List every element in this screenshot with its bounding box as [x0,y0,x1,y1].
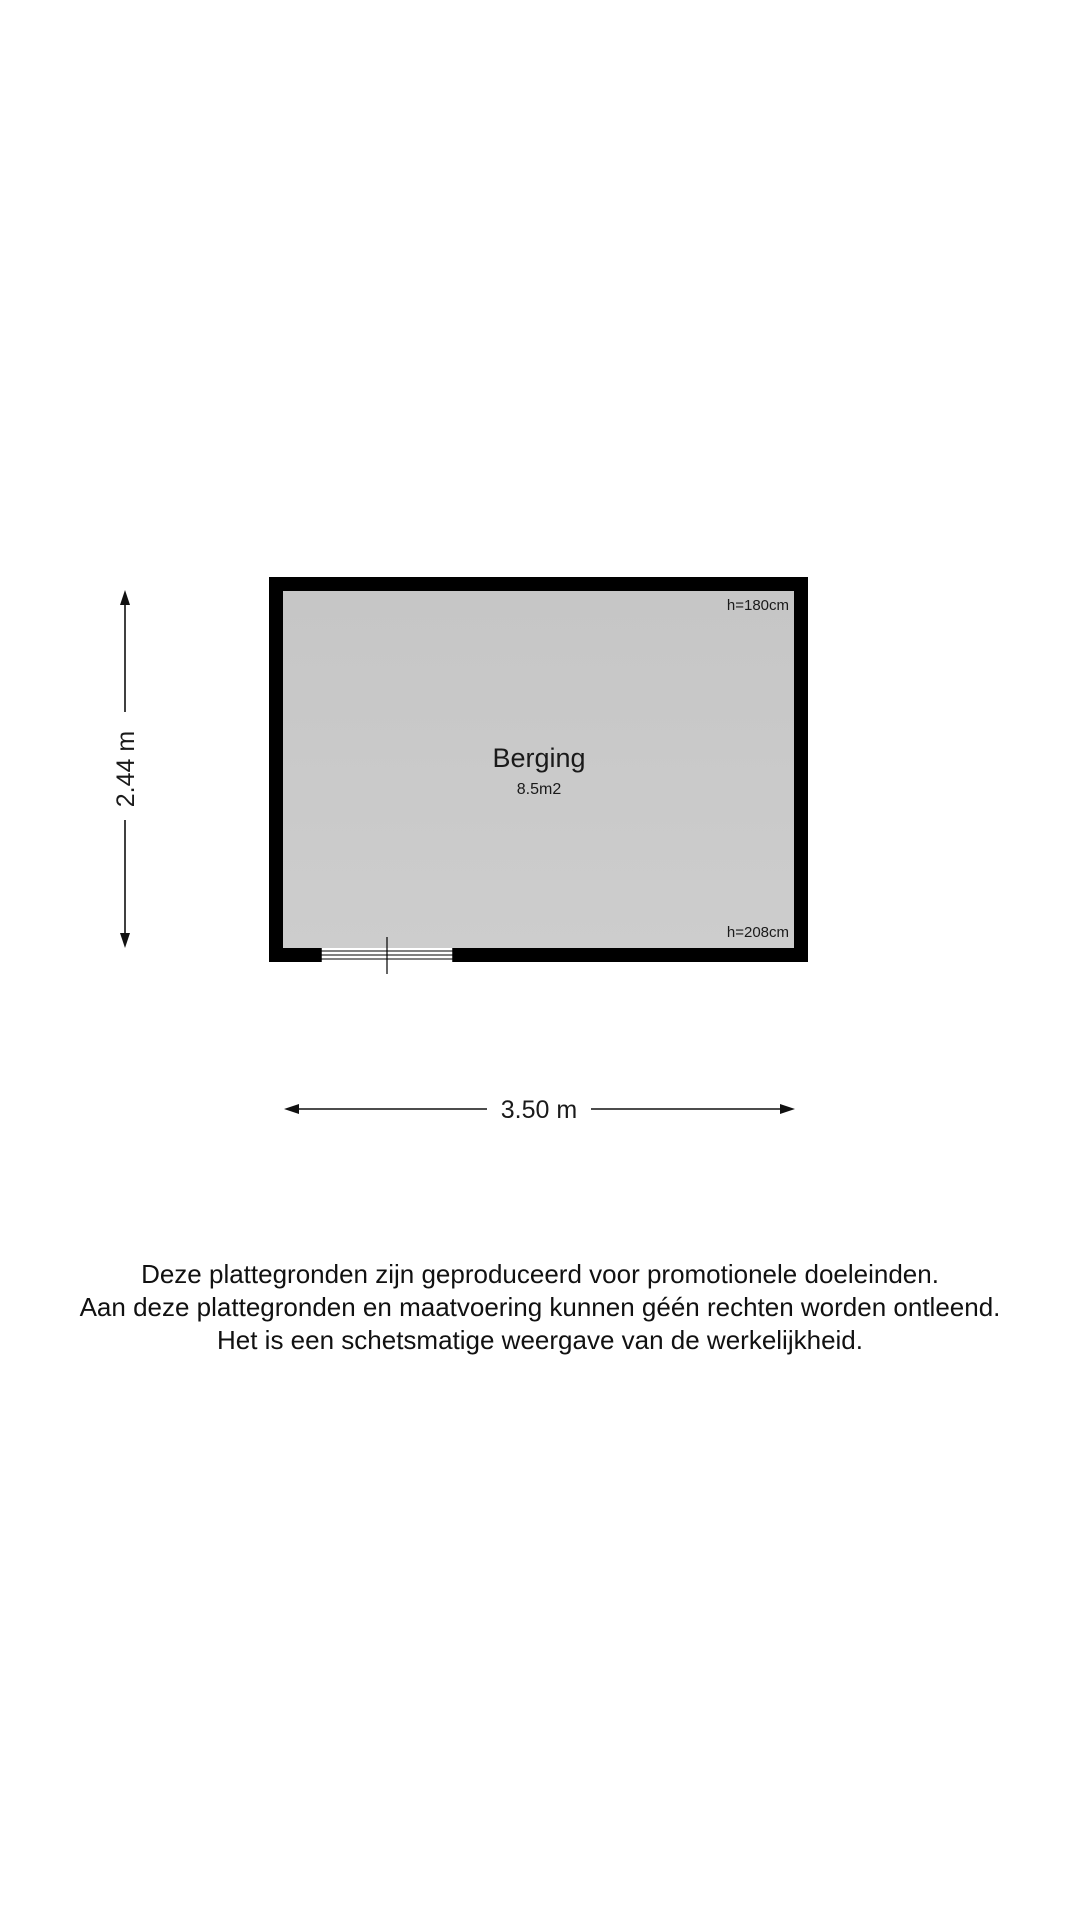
disclaimer-line-3: Het is een schetsmatige weergave van de werkelijkheid. [216,1325,863,1355]
height-dimension-label: 2.44 m [112,730,140,808]
disclaimer-line-2: Aan deze plattegronden en maatvoering kunnen géén rechten worden ontleend. [79,1292,1001,1322]
ceiling-height-top: h=180cm [726,597,789,614]
room-area: 8.5m2 [516,781,562,798]
disclaimer [0,1258,1080,1357]
room-name: Berging [492,743,586,773]
width-dimension-label: 3.50 m [500,1096,578,1124]
disclaimer-line-1: Deze plattegronden zijn geproduceerd voor promotionele doeleinden. [141,1259,939,1289]
ceiling-height-bottom: h=208cm [726,924,789,941]
